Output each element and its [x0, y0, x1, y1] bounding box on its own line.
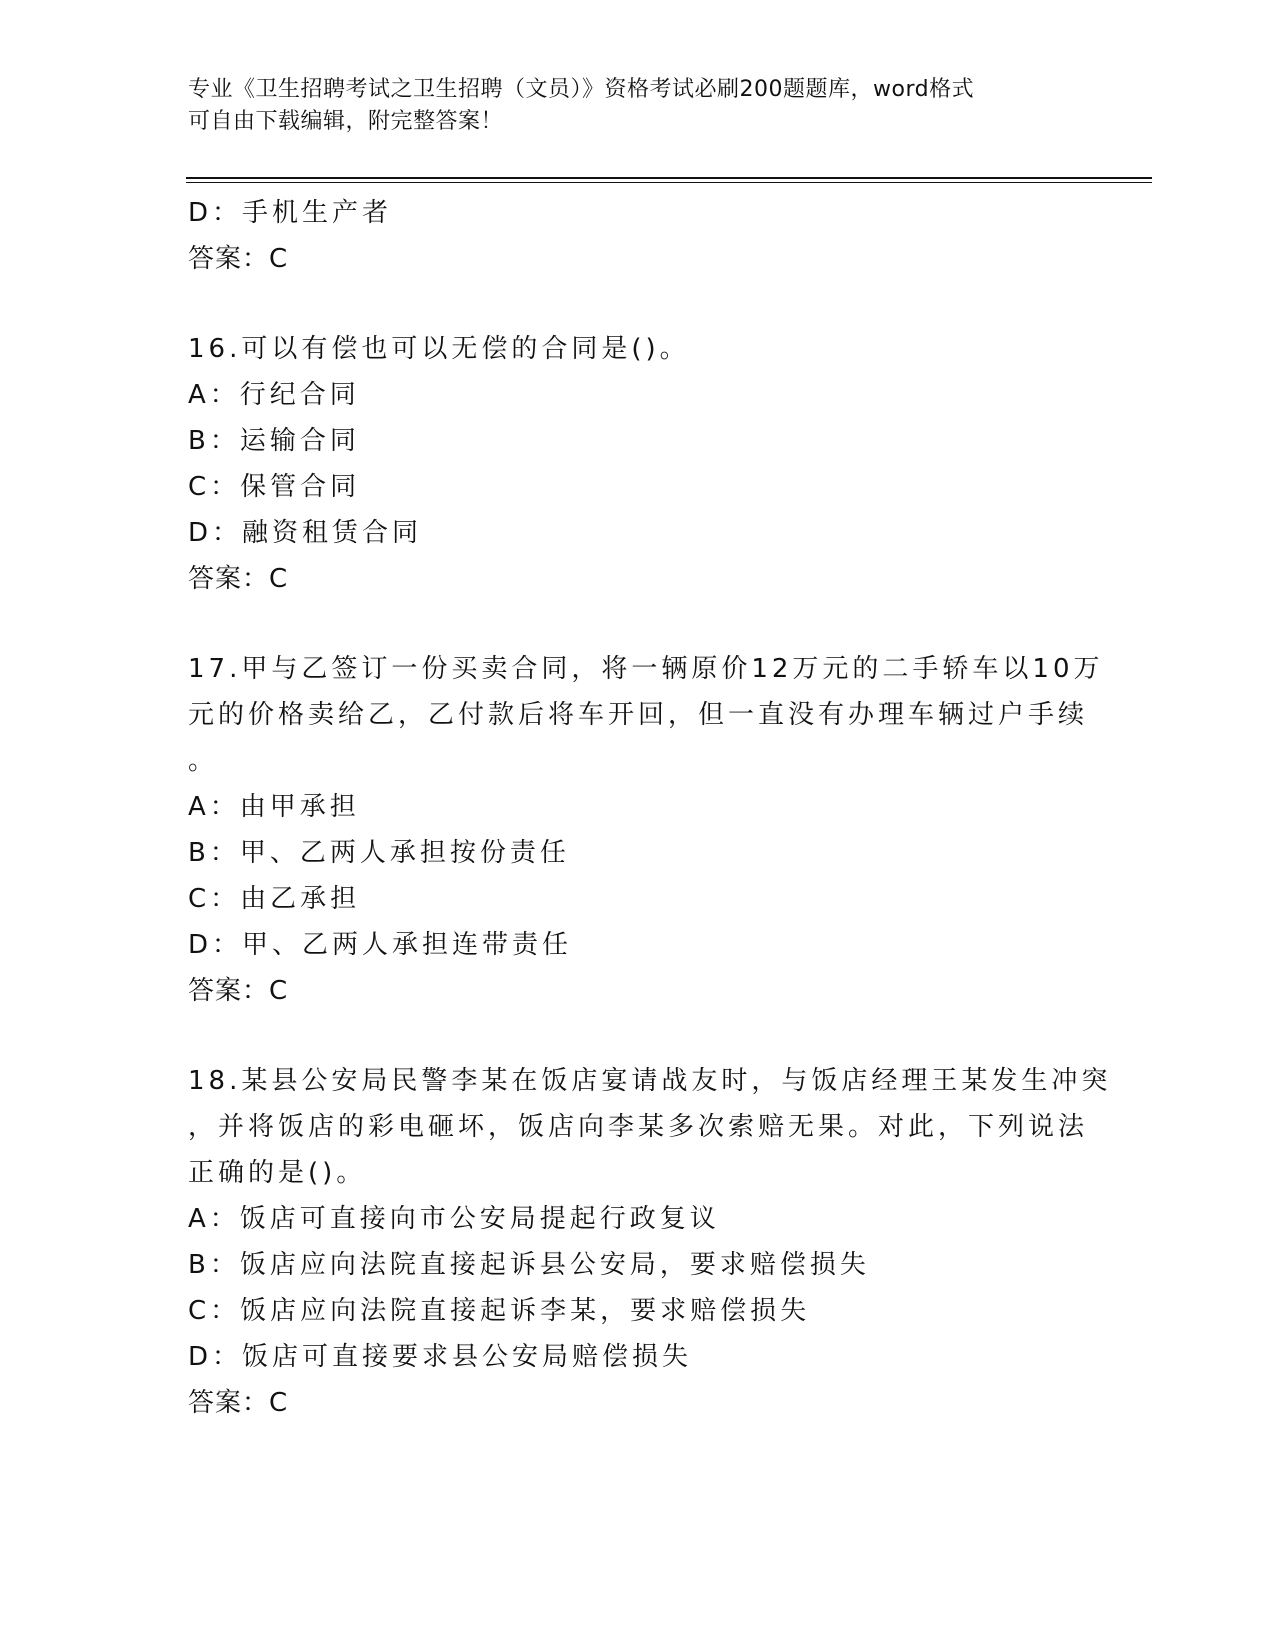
option-d: D：饭店可直接要求县公安局赔偿损失 [188, 1342, 693, 1372]
question-text-line-3: 正确的是()。 [188, 1158, 367, 1188]
question-15 [188, 190, 1088, 282]
option-d: D：甲、乙两人承担连带责任 [188, 930, 573, 960]
question-text: 16.可以有偿也可以无偿的合同是()。 [188, 334, 690, 364]
spacer [188, 602, 1088, 646]
answer: 答案：C [188, 244, 289, 274]
spacer [188, 282, 1088, 326]
question-18 [188, 1058, 1112, 1426]
option-a: A：饭店可直接向市公安局提起行政复议 [188, 1204, 720, 1234]
option-c: C：保管合同 [188, 472, 361, 502]
question-text-line-1: 17.甲与乙签订一份买卖合同，将一辆原价12万元的二手轿车以10万 [188, 654, 1104, 684]
answer: 答案：C [188, 1388, 289, 1418]
option-b: B：饭店应向法院直接起诉县公安局，要求赔偿损失 [188, 1250, 870, 1280]
question-17 [188, 646, 1104, 1014]
option-d: D：手机生产者 [188, 198, 393, 228]
document-header [188, 74, 1088, 138]
header-rule-thick [186, 177, 1152, 179]
answer: 答案：C [188, 976, 289, 1006]
header-line-2: 可自由下载编辑，附完整答案！ [188, 109, 504, 134]
question-text-line-3: 。 [188, 746, 219, 776]
question-text-line-2: ，并将饭店的彩电砸坏，饭店向李某多次索赔无果。对此，下列说法 [188, 1112, 1089, 1142]
option-c: C：饭店应向法院直接起诉李某，要求赔偿损失 [188, 1296, 811, 1326]
option-b: B：运输合同 [188, 426, 360, 456]
option-a: A：行纪合同 [188, 380, 360, 410]
option-a: A：由甲承担 [188, 792, 360, 822]
question-16 [188, 326, 1088, 602]
option-b: B：甲、乙两人承担按份责任 [188, 838, 570, 868]
answer: 答案：C [188, 564, 289, 594]
header-line-1: 专业《卫生招聘考试之卫生招聘（文员）》资格考试必刷200题题库，word格式 [188, 77, 975, 102]
question-text-line-2: 元的价格卖给乙，乙付款后将车开回，但一直没有办理车辆过户手续 [188, 700, 1089, 730]
question-text-line-1: 18.某县公安局民警李某在饭店宴请战友时，与饭店经理王某发生冲突 [188, 1066, 1112, 1096]
header-rule-thin [186, 182, 1152, 183]
option-c: C：由乙承担 [188, 884, 361, 914]
option-d: D：融资租赁合同 [188, 518, 423, 548]
question-list [188, 190, 1112, 1426]
spacer [188, 1014, 1088, 1058]
